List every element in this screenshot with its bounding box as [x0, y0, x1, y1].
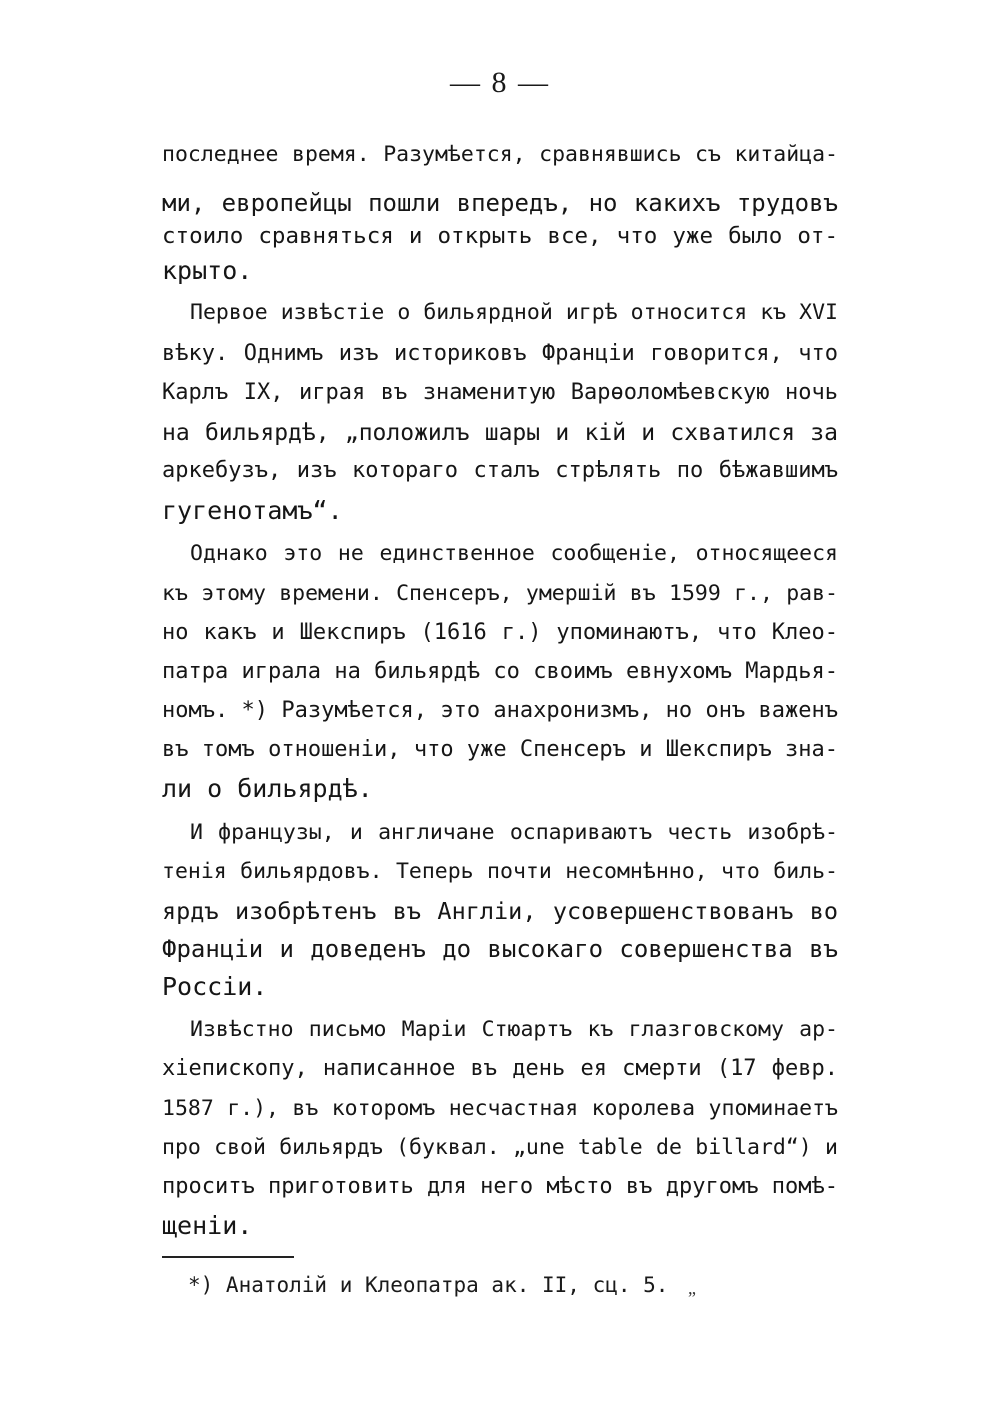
text-line: Карлъ IX, играя въ знаменитую Варѳоломѣевскую ночь: [162, 380, 838, 405]
text-line: Россіи.: [162, 972, 268, 1001]
text-line: но какъ и Шекспиръ (1616 г.) упоминаютъ, что Клео-: [162, 620, 838, 645]
stray-mark: „: [688, 1278, 696, 1298]
text-line: щеніи.: [162, 1211, 253, 1240]
text-line: на бильярдѣ, „положилъ шары и кій и схватился за: [162, 420, 838, 446]
text-line: вѣку. Однимъ изъ историковъ Франціи говорится, что: [162, 341, 838, 366]
text-line: стоило сравняться и открыть все, что уже было от-: [162, 223, 838, 249]
text-line: последнее время. Разумѣется, сравнявшись съ китайца-: [162, 142, 838, 167]
text-line: Извѣстно письмо Маріи Стюартъ къ глазговскому ар-: [190, 1017, 838, 1042]
text-line: Франціи и доведенъ до высокаго совершенства въ: [162, 935, 838, 963]
text-line: тенія бильярдовъ. Теперь почти несомнѣнно, что биль-: [162, 859, 838, 884]
text-line: крыто.: [162, 256, 253, 285]
footnote-divider: [162, 1256, 294, 1258]
text-line: Однако это не единственное сообщеніе, относящееся: [190, 541, 838, 566]
text-line: хіепископу, написанное въ день ея смерти (17 февр.: [162, 1056, 838, 1081]
page-number: — 8 —: [450, 66, 550, 99]
text-line: ли о бильярдѣ.: [162, 774, 373, 803]
text-line: номъ. *) Разумѣется, это анахронизмъ, но онъ важенъ: [162, 698, 838, 723]
text-line: проситъ приготовить для него мѣсто въ другомъ помѣ-: [162, 1174, 838, 1199]
text-line: про свой бильярдъ (буквал. „une table de billard“) и: [162, 1135, 838, 1160]
text-line: патра играла на бильярдѣ со своимъ евнухомъ Мардья-: [162, 659, 838, 684]
text-line: аркебузъ, изъ котораго сталъ стрѣлять по бѣжавшимъ: [162, 458, 838, 483]
text-line: ми, европейцы пошли впередъ, но какихъ трудовъ: [162, 189, 838, 217]
text-line: къ этому времени. Спенсеръ, умершій въ 1599 г., рав-: [162, 581, 838, 606]
text-line: И французы, и англичане оспариваютъ честь изобрѣ-: [190, 820, 838, 845]
text-line: 1587 г.), въ которомъ несчастная королева упоминаетъ: [162, 1096, 838, 1121]
text-line: ярдъ изобрѣтенъ въ Англіи, усовершенствованъ во: [162, 897, 838, 925]
text-line: гугенотамъ“.: [162, 496, 343, 525]
footnote: *) Анатолій и Клеопатра ак. II, сц. 5.: [188, 1273, 669, 1297]
text-line: въ томъ отношеніи, что уже Спенсеръ и Шекспиръ зна-: [162, 737, 838, 762]
text-line: Первое извѣстіе о бильярдной игрѣ относится къ XVI: [190, 300, 838, 325]
